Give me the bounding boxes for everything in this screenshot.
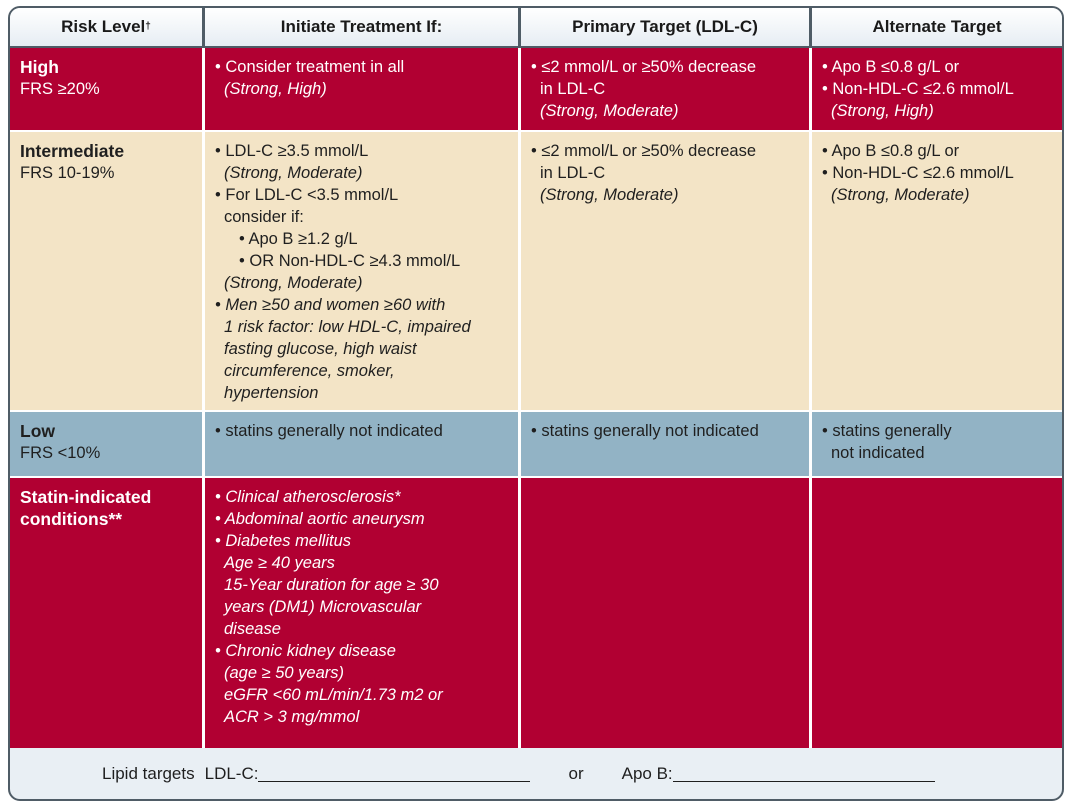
cell-line: (Strong, Moderate) — [224, 274, 363, 292]
initiate-low — [205, 412, 521, 478]
cell-line: fasting glucose, high waist — [224, 340, 417, 358]
cell-line: 15-Year duration for age ≥ 30 — [224, 576, 439, 594]
cell-line: (Strong, Moderate) — [540, 186, 679, 204]
cell-line: in LDL-C — [540, 164, 606, 182]
cell-line: • Consider treatment in all — [215, 58, 405, 76]
cell-line: • ≤2 mmol/L or ≥50% decrease — [531, 58, 757, 76]
initiate-statin-indicated — [205, 478, 521, 748]
cell-line: years (DM1) Microvascular — [224, 598, 422, 616]
primary-intermediate — [521, 132, 812, 412]
cell-line: hypertension — [224, 384, 319, 402]
cell-line: (age ≥ 50 years) — [224, 664, 345, 682]
risk-level-low — [10, 412, 205, 478]
cell-line: Age ≥ 40 years — [224, 554, 335, 572]
cell-line: • Apo B ≤0.8 g/L or — [822, 58, 960, 76]
cell-line: not indicated — [831, 444, 925, 462]
primary-statin-indicated — [521, 478, 812, 748]
risk-level-title: High — [20, 57, 59, 77]
cell-line: • Men ≥50 and women ≥60 with — [215, 296, 446, 314]
cell-line: • ≤2 mmol/L or ≥50% decrease — [531, 142, 757, 160]
risk-level-title: Intermediate — [20, 141, 125, 161]
alternate-low — [812, 412, 1062, 478]
cell-line: • statins generally not indicated — [215, 422, 443, 440]
header-initiate — [205, 8, 521, 48]
cell-line: (Strong, High) — [831, 102, 934, 120]
primary-low — [521, 412, 812, 478]
risk-level-intermediate — [10, 132, 205, 412]
risk-level-title: Statin-indicated conditions** — [20, 487, 152, 529]
cell-line: disease — [224, 620, 281, 638]
alternate-high — [812, 48, 1062, 132]
cell-line: 1 risk factor: low HDL-C, impaired — [224, 318, 471, 336]
cell-line: • OR Non-HDL-C ≥4.3 mmol/L — [239, 252, 461, 270]
risk-level-high — [10, 48, 205, 132]
lipid-targets-footer — [10, 748, 1062, 799]
cell-line: circumference, smoker, — [224, 362, 395, 380]
ldl-c-blank — [258, 765, 530, 782]
risk-table-frame — [8, 6, 1064, 801]
risk-level-sub: FRS 10-19% — [20, 164, 115, 182]
ldl-c-label: LDL-C: — [204, 763, 259, 783]
risk-table — [10, 8, 1062, 748]
alternate-intermediate — [812, 132, 1062, 412]
header-alternate-target-label: Alternate Target — [872, 17, 1002, 36]
header-alternate-target — [812, 8, 1062, 48]
or-label: or — [568, 763, 584, 783]
cell-line: • statins generally — [822, 422, 952, 440]
cell-line: • Non-HDL-C ≤2.6 mmol/L — [822, 80, 1014, 98]
lipid-targets-label: Lipid targets — [102, 763, 195, 783]
cell-line: • Abdominal aortic aneurysm — [215, 510, 425, 528]
header-risk-level — [10, 8, 205, 48]
initiate-intermediate — [205, 132, 521, 412]
cell-line: (Strong, High) — [224, 80, 327, 98]
initiate-high — [205, 48, 521, 132]
cell-line: in LDL-C — [540, 80, 606, 98]
primary-high — [521, 48, 812, 132]
cell-line: • Apo B ≤0.8 g/L or — [822, 142, 960, 160]
cell-line: eGFR <60 mL/min/1.73 m2 or — [224, 686, 443, 704]
header-initiate-label: Initiate Treatment If: — [280, 17, 443, 36]
cell-line: consider if: — [224, 208, 304, 226]
cell-line: • For LDL-C <3.5 mmol/L — [215, 186, 399, 204]
header-primary-target — [521, 8, 812, 48]
apo-b-label: Apo B: — [621, 763, 673, 783]
risk-level-title: Low — [20, 421, 55, 441]
cell-line: • Clinical atherosclerosis* — [215, 488, 401, 506]
cell-line: • Diabetes mellitus — [215, 532, 351, 550]
cell-line: ACR > 3 mg/mmol — [224, 708, 360, 726]
cell-line: (Strong, Moderate) — [831, 186, 970, 204]
cell-line: • statins generally not indicated — [531, 422, 759, 440]
risk-level-statin-indicated — [10, 478, 205, 748]
cell-line: (Strong, Moderate) — [224, 164, 363, 182]
header-risk-level-label: Risk Level — [61, 17, 146, 36]
cell-line: • Chronic kidney disease — [215, 642, 396, 660]
header-dagger: † — [145, 21, 151, 32]
cell-line: • Apo B ≥1.2 g/L — [239, 230, 358, 248]
apo-b-blank — [673, 765, 935, 782]
risk-level-sub: FRS ≥20% — [20, 80, 100, 98]
cell-line: • LDL-C ≥3.5 mmol/L — [215, 142, 369, 160]
alternate-statin-indicated — [812, 478, 1062, 748]
cell-line: (Strong, Moderate) — [540, 102, 679, 120]
header-primary-target-label: Primary Target (LDL-C) — [572, 17, 758, 36]
risk-level-sub: FRS <10% — [20, 444, 101, 462]
cell-line: • Non-HDL-C ≤2.6 mmol/L — [822, 164, 1014, 182]
